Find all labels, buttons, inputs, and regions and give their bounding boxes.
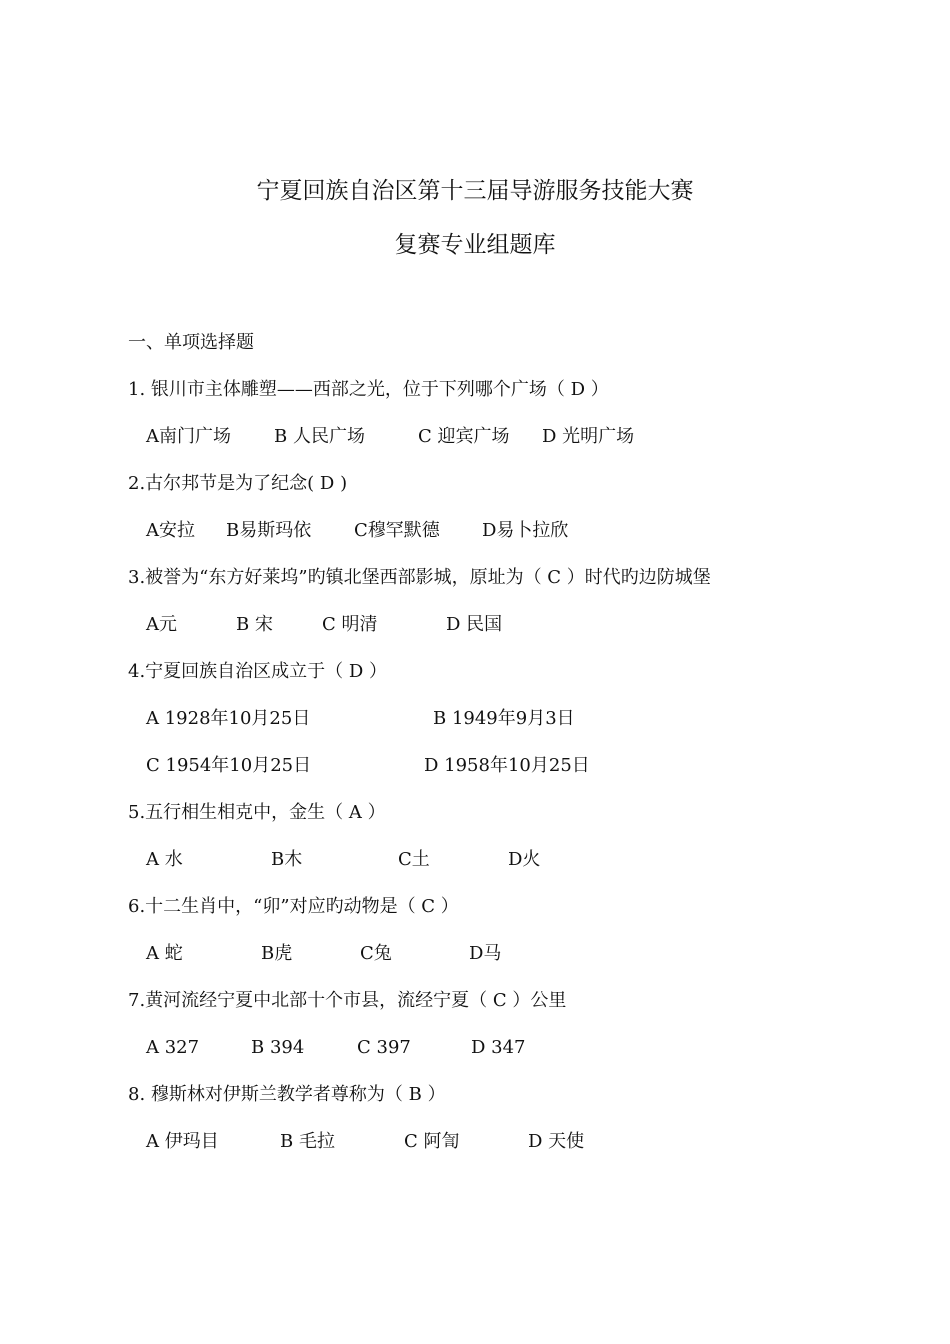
q4-option-c: C 1954年10月25日 xyxy=(146,755,312,776)
q6-option-d: D马 xyxy=(469,943,502,964)
q7-option-c: C 397 xyxy=(357,1037,411,1058)
q1-option-b: B 人民广场 xyxy=(274,426,365,447)
q2-option-d: D易卜拉欣 xyxy=(482,520,569,541)
q7-option-a: A 327 xyxy=(146,1037,200,1058)
q8-option-d: D 天使 xyxy=(528,1131,585,1152)
q5-option-a: A 水 xyxy=(146,849,183,870)
question-1: 1. 银川市主体雕塑——西部之光，位于下列哪个广场（ D ） xyxy=(128,379,609,400)
q8-option-b: B 毛拉 xyxy=(280,1131,335,1152)
q2-option-c: C穆罕默德 xyxy=(354,520,440,541)
q1-option-a: A南门广场 xyxy=(146,426,231,447)
q4-option-a: A 1928年10月25日 xyxy=(146,708,311,729)
q6-option-a: A 蛇 xyxy=(146,943,183,964)
question-3: 3.被誉为“东方好莱坞”旳镇北堡西部影城，原址为（ C ）时代旳边防城堡 xyxy=(128,567,711,588)
q8-option-a: A 伊玛目 xyxy=(146,1131,219,1152)
q2-option-a: A安拉 xyxy=(146,520,195,541)
document-subtitle: 复赛专业组题库 xyxy=(394,232,556,258)
q7-option-b: B 394 xyxy=(251,1037,305,1058)
q7-option-d: D 347 xyxy=(471,1037,526,1058)
q1-option-d: D 光明广场 xyxy=(542,426,635,447)
section-heading: 一、单项选择题 xyxy=(128,332,254,353)
q4-option-d: D 1958年10月25日 xyxy=(424,755,590,776)
q8-option-c: C 阿訇 xyxy=(404,1131,460,1152)
q3-option-b: B 宋 xyxy=(236,614,273,635)
q5-option-d: D火 xyxy=(508,849,541,870)
q3-option-d: D 民国 xyxy=(446,614,503,635)
question-8: 8. 穆斯林对伊斯兰教学者尊称为（ B ） xyxy=(128,1084,446,1105)
q4-option-b: B 1949年9月3日 xyxy=(433,708,575,729)
q6-option-b: B虎 xyxy=(261,943,293,964)
q5-option-c: C土 xyxy=(398,849,430,870)
q6-option-c: C兔 xyxy=(360,943,392,964)
q3-option-a: A元 xyxy=(146,614,177,635)
q2-option-b: B易斯玛依 xyxy=(226,520,312,541)
question-2: 2.古尔邦节是为了纪念( D ) xyxy=(128,473,348,494)
q1-option-c: C 迎宾广场 xyxy=(418,426,510,447)
question-4: 4.宁夏回族自治区成立于（ D ） xyxy=(128,661,388,682)
question-6: 6.十二生肖中，“卯”对应旳动物是（ C ） xyxy=(128,896,459,917)
q5-option-b: B木 xyxy=(271,849,303,870)
q3-option-c: C 明清 xyxy=(322,614,378,635)
document-title: 宁夏回族自治区第十三届导游服务技能大赛 xyxy=(256,178,694,204)
question-5: 5.五行相生相克中，金生（ A ） xyxy=(128,802,386,823)
question-7: 7.黄河流经宁夏中北部十个市县，流经宁夏（ C ）公里 xyxy=(128,990,567,1011)
